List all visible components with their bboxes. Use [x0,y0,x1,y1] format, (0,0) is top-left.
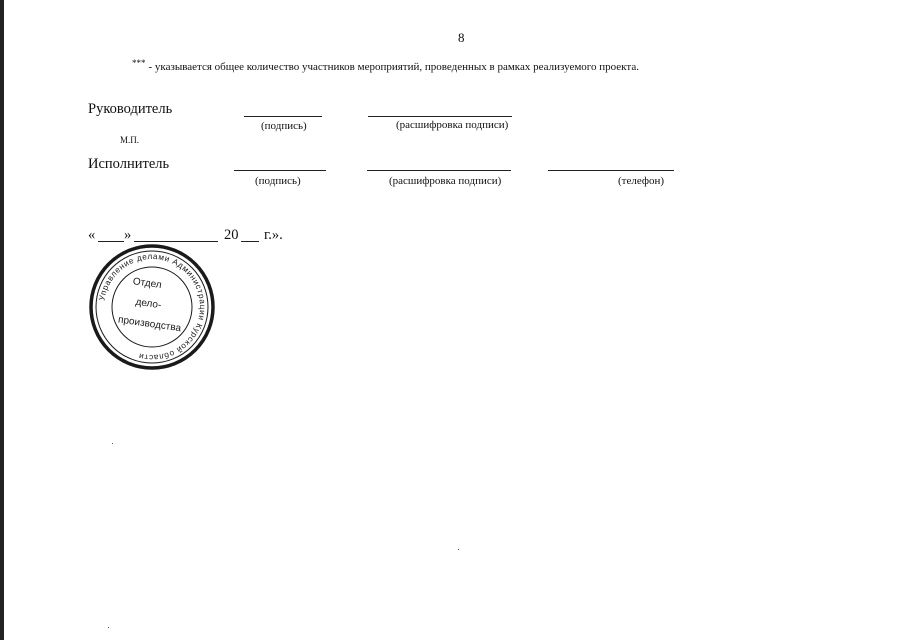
stamp-center-line2: дело- [134,296,162,312]
executor-phone-line [548,170,674,171]
footnote-marker: *** [132,58,146,68]
page-number: 8 [458,30,465,45]
date-close-quote: » [124,227,132,243]
footnote-text: - указывается общее количество участников мероприятий, проведенных в рамках реализуемого проекта. [148,61,639,73]
date-suffix: г.». [264,227,283,243]
executor-decoding-line [367,170,511,171]
seal-mark: М.П. [120,135,140,145]
head-signature-caption: (подпись) [261,120,307,132]
stamp-ring-text: Управление делами Администрации Курской области [97,251,208,363]
executor-signature-line [234,170,326,171]
executor-decoding-caption: (расшифровка подписи) [389,175,502,187]
date-year-line [241,241,259,242]
date-day-line [98,241,124,242]
scan-left-edge [0,0,4,640]
date-year-prefix: 20 [224,227,239,243]
scan-speck [108,627,109,628]
executor-role-label: Исполнитель [88,156,170,172]
scan-speck [112,443,113,444]
stamp-center-line3: производства [117,314,182,335]
date-open-quote: « [88,227,96,243]
date-month-line [134,241,218,242]
office-stamp [88,243,216,371]
executor-phone-caption: (телефон) [618,175,665,187]
executor-signature-caption: (подпись) [255,175,301,187]
stamp-center-line1: Отдел [132,276,163,292]
head-decoding-caption: (расшифровка подписи) [396,119,509,131]
head-role-label: Руководитель [88,101,173,117]
scan-speck [458,549,459,550]
head-decoding-line [368,116,512,117]
head-signature-line [244,116,322,117]
footnote [132,58,639,73]
